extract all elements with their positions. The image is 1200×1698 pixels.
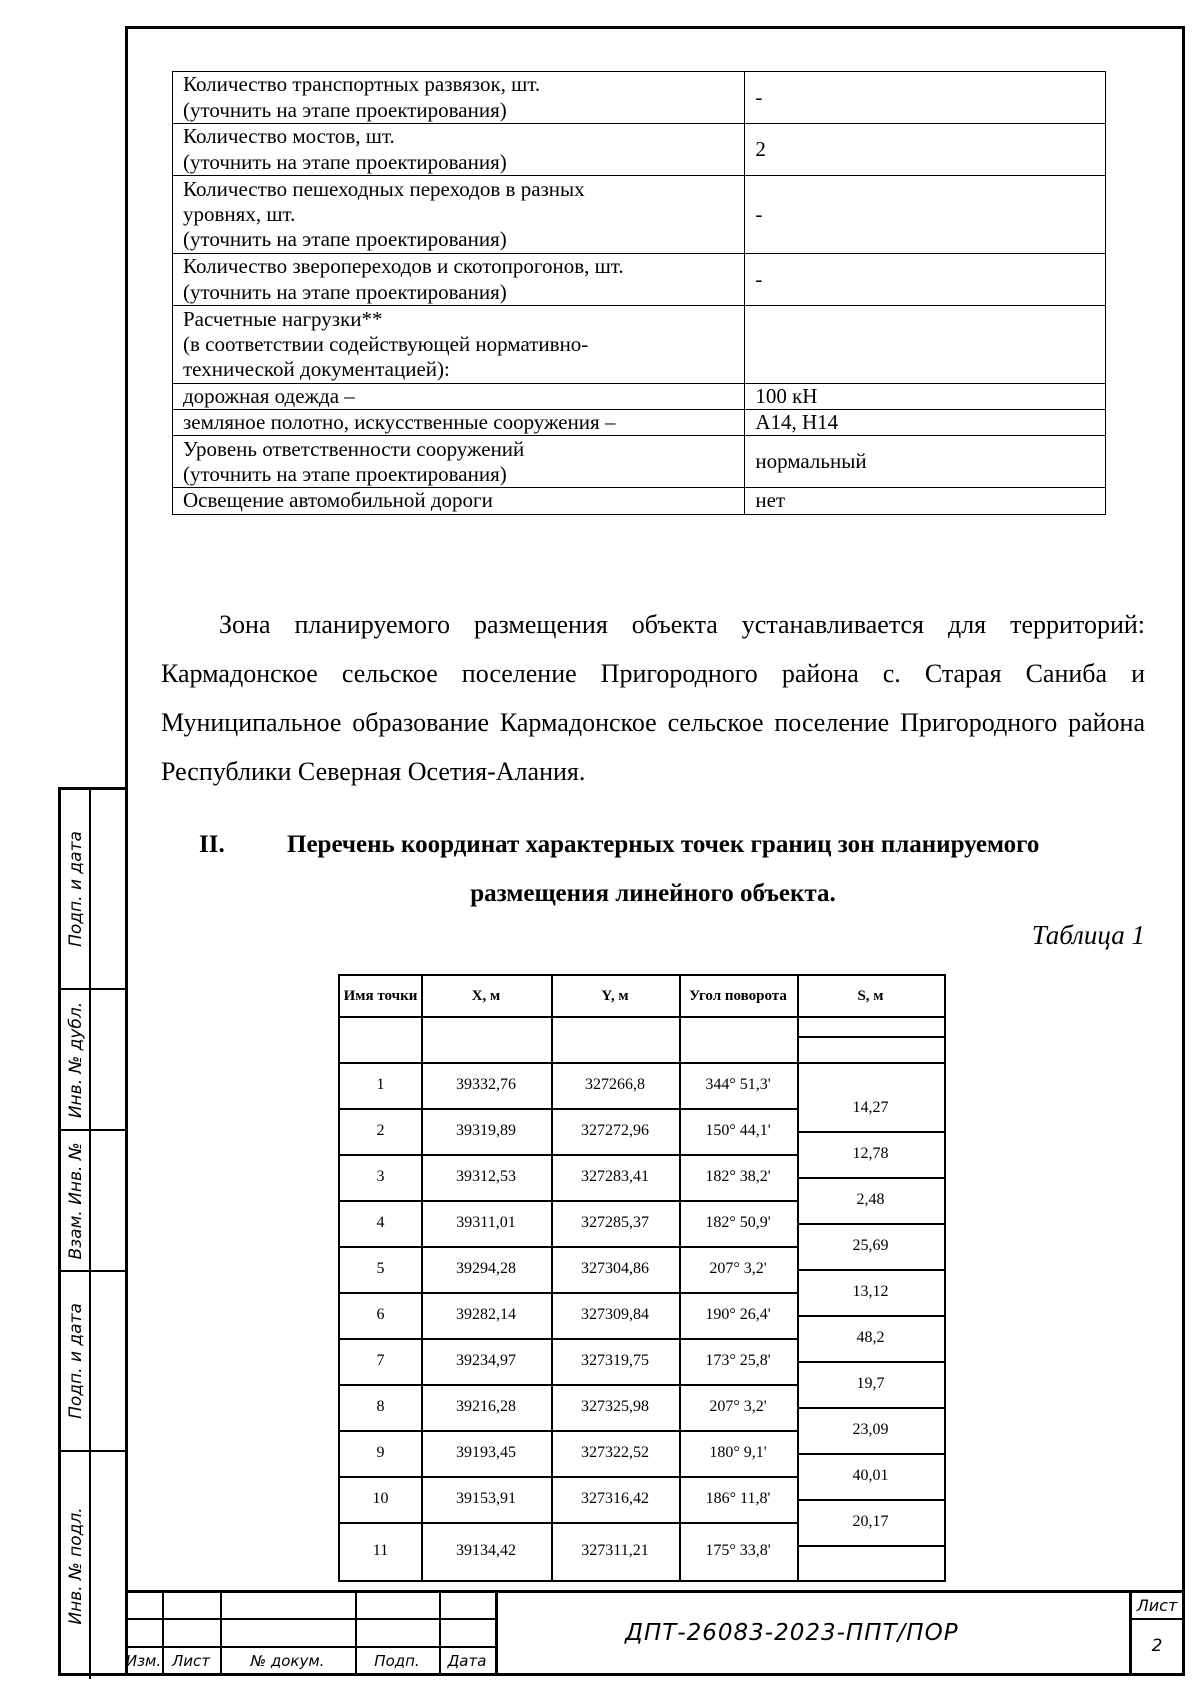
zone-paragraph: Зона планируемого размещения объекта устанавливается для территорий: Кармадонское сельское поселение Пригородного района с. Старая Саниба и Муниципальное образование Кармадонское сельское поселение Пригородного района Республики Северная Осетия-Алания. [161,610,1145,786]
params-label: Количество пешеходных переходов в разных уровнях, шт. (уточнить на этапе проектирования) [173,176,745,254]
params-label: Освещение автомобильной дороги [173,488,745,514]
title-block-column-label: Лист [171,1652,210,1670]
table-cell-angle: 344° 51,3' [705,1076,771,1093]
table-cell-x: 39332,76 [456,1076,516,1093]
table-cell-y: 327272,96 [581,1122,649,1139]
table-s-divider [797,1036,944,1038]
side-stamp-cell [61,1129,91,1270]
table-cell-name: 8 [376,1398,385,1415]
side-stamp-label: Подп. и дата [66,1303,86,1419]
side-stamp-cell [61,790,91,988]
coordinates-table [338,974,946,1582]
params-value: - [745,176,1106,254]
table-cell-y: 327325,98 [581,1398,649,1415]
table-cell-x: 39319,89 [456,1122,516,1139]
table-cell-name: 10 [372,1490,389,1507]
side-stamp-label: Взам. Инв. № [66,1141,86,1260]
side-stamp-divider [61,988,128,990]
side-stamp-cell [61,1450,91,1679]
table-cell-x: 39294,28 [456,1260,516,1277]
params-value [745,306,1106,384]
table-cell-angle: 207° 3,2' [709,1260,767,1277]
table-header-cell: X, м [471,987,501,1004]
table-cell-angle: 180° 9,1' [709,1444,767,1461]
params-row [173,176,1106,254]
params-label: Количество транспортных развязок, шт. (уточнить на этапе проектирования) [173,72,745,124]
table-header-cell: Угол поворота [689,987,787,1004]
params-row [173,436,1106,488]
parameters-table [172,71,1106,515]
table-cell-angle: 182° 50,9' [705,1214,771,1231]
title-block-column-label: Изм. [125,1652,162,1670]
table-cell-angle: 207° 3,2' [709,1398,767,1415]
table-s-divider [797,1545,944,1547]
side-stamp-cell [61,1270,91,1450]
table-cell-name: 5 [376,1260,385,1277]
table-cell-angle: 173° 25,8' [705,1352,771,1369]
side-stamp-divider [61,1270,128,1272]
table-cell-name: 2 [376,1122,385,1139]
table-caption: Таблица 1 [1031,920,1145,950]
side-stamp-cell [61,988,91,1129]
params-row [173,306,1106,384]
table-cell-y: 327319,75 [581,1352,649,1369]
sheet-number: 2 [1151,1636,1163,1656]
table-cell-distance: 19,7 [856,1375,885,1392]
sheet-label: Лист [1136,1596,1178,1615]
table-cell-distance: 2,48 [856,1191,885,1208]
table-cell-name: 1 [376,1076,385,1093]
table-cell-angle: 182° 38,2' [705,1168,771,1185]
table-cell-x: 39216,28 [456,1398,516,1415]
side-stamp-label: Подп. и дата [66,831,86,947]
params-label: Количество звероперeходов и скотопрогонов, шт. (уточнить на этапе проектирования) [173,254,745,306]
table-cell-y: 327283,41 [581,1168,649,1185]
section-number: II. [199,831,225,858]
table-header-cell: S, м [857,987,884,1004]
params-value: - [745,72,1106,124]
table-s-divider [797,1062,944,1064]
table-cell-distance: 23,09 [852,1421,889,1438]
table-cell-y: 327322,52 [581,1444,649,1461]
table-cell-y: 327316,42 [581,1490,649,1507]
table-cell-angle: 186° 11,8' [705,1490,771,1507]
table-header-divider [340,1016,944,1018]
title-block-line [1129,1618,1185,1620]
params-value: нормальный [745,436,1106,488]
title-block [125,1590,1185,1676]
side-stamp-label: Инв. № дубл. [66,1001,86,1118]
table-cell-angle: 150° 44,1' [705,1122,771,1139]
params-row [173,384,1106,410]
table-cell-y: 327309,84 [581,1306,649,1323]
params-label: дорожная одежда – [173,384,745,410]
params-row [173,410,1106,436]
params-row [173,72,1106,124]
params-value: - [745,254,1106,306]
params-value: нет [745,488,1106,514]
params-row [173,488,1106,514]
params-row [173,254,1106,306]
params-value: 2 [745,124,1106,176]
table-cell-x: 39312,53 [456,1168,516,1185]
table-cell-distance: 48,2 [856,1329,885,1346]
table-cell-x: 39234,97 [456,1352,516,1369]
table-cell-angle: 175° 33,8' [705,1542,771,1559]
section-title-line2: размещения линейного объекта. [470,880,836,907]
title-block-line [495,1590,498,1676]
table-header-cell: Y, м [601,987,629,1004]
side-stamp-label: Инв. № подл. [66,1506,86,1625]
document-code: ДПТ-26083-2023-ППТ/ПОР [625,1620,959,1646]
params-label: Расчетные нагрузки** (в соответствии содействующей нормативно- технической документацией): [173,306,745,384]
params-label: земляное полотно, искусственные сооружения – [173,410,745,436]
table-cell-y: 327266,8 [585,1076,645,1093]
table-cell-name: 3 [376,1168,385,1185]
table-cell-y: 327285,37 [581,1214,649,1231]
table-cell-y: 327304,86 [581,1260,649,1277]
table-cell-distance: 20,17 [852,1513,889,1530]
params-label: Количество мостов, шт. (уточнить на этапе проектирования) [173,124,745,176]
table-cell-x: 39134,42 [456,1542,516,1559]
table-cell-name: 9 [376,1444,385,1461]
params-value: А14, Н14 [745,410,1106,436]
table-cell-name: 4 [376,1214,385,1231]
title-block-column-label: № докум. [250,1652,325,1670]
table-cell-name: 7 [376,1352,385,1369]
title-block-line [125,1590,1185,1593]
table-cell-x: 39153,91 [456,1490,516,1507]
params-label: Уровень ответственности сооружений (уточнить на этапе проектирования) [173,436,745,488]
table-cell-x: 39282,14 [456,1306,516,1323]
table-cell-name: 6 [376,1306,385,1323]
table-cell-name: 11 [372,1542,389,1559]
table-cell-angle: 190° 26,4' [705,1306,771,1323]
title-block-column-label: Дата [447,1652,487,1670]
side-stamp-divider [61,1129,128,1131]
side-stamp-divider [61,1450,128,1452]
side-stamp-column [58,787,125,1676]
params-row [173,124,1106,176]
table-cell-distance: 13,12 [852,1283,889,1300]
table-cell-y: 327311,21 [581,1542,649,1559]
table-cell-x: 39311,01 [456,1214,516,1231]
table-cell-distance: 40,01 [852,1467,889,1484]
table-header-cell: Имя точки [343,987,418,1004]
section-title-line1: Перечень координат характерных точек границ зон планируемого [287,831,1040,858]
table-cell-distance: 12,78 [852,1145,889,1162]
params-value: 100 кН [745,384,1106,410]
table-cell-distance: 25,69 [852,1237,889,1254]
table-cell-x: 39193,45 [456,1444,516,1461]
title-block-column-label: Подп. [374,1652,420,1670]
table-cell-distance: 14,27 [852,1099,889,1116]
